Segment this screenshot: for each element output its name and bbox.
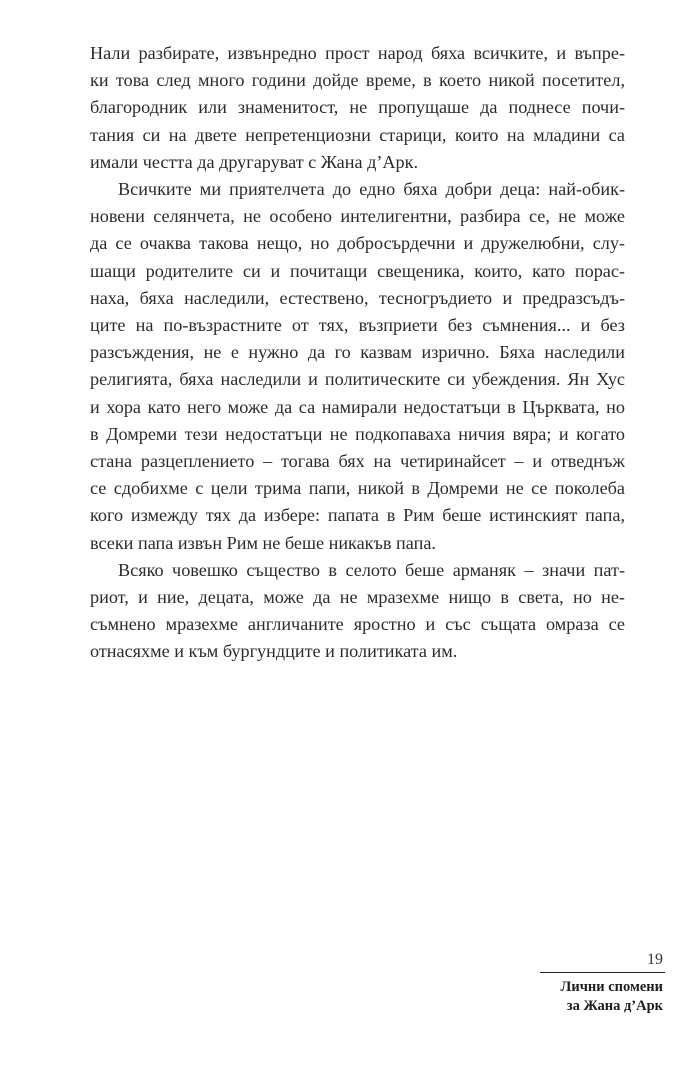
text-line: кого измежду тях да избере: папата в Рим беше истинският папа, [90,505,625,526]
text-line: в Домреми тези недостатъци не подкопаваха ничия вяра; и когато [90,423,625,444]
text-line: ците на по-възрастните от тях, възприети без съмнения... и без [90,315,625,336]
body-text [90,40,625,666]
text-line: новени селянчета, не особено интелигентни, разбира се, не може [90,206,625,227]
text-line: стана разцеплението – тогава бях на четиринайсет – и отведнъж [90,451,625,472]
text-line: да се очаква такова нещо, но добросърдечни и дружелюбни, слу- [90,233,625,254]
text-line: разсъждения, не е нужно да го казвам изрично. Бяха наследили [90,342,625,363]
text-line: съмнено мразехме англичаните яростно и със същата омраза се [90,614,625,635]
text-line: благородник или знаменитост, не пропущаше да поднесе почи- [90,97,625,118]
text-line: всеки папа извън Рим не беше никакъв папа. [90,532,436,553]
text-line: Всичките ми приятелчета до едно бяха добри деца: най-обик- [118,179,625,200]
text-line: ки това след много години дойде време, в което никой посетител, [90,70,625,91]
text-line: отнасяхме и към бургундците и политиката им. [90,641,458,662]
text-line: имали честта да другаруват с Жана д’Арк. [90,151,418,172]
text-line: риот, и ние, децата, може да не мразехме нищо в света, но не- [90,587,625,608]
text-line: и хора като него може да са намирали недостатъци в Църквата, но [90,396,625,417]
text-line: Нали разбирате, извънредно прост народ бяха всичките, и въпре- [90,43,625,63]
text-line: Всяко човешко същество в селото беше арманяк – значи пат- [118,559,625,580]
text-line: религията, бяха наследили и политическите си убеждения. Ян Хус [90,369,625,390]
text-line: шащи родителите си и почитащи свещеника, които, като порас- [90,260,625,281]
running-title-line: за Жана д’Арк [566,998,663,1014]
text-line: наха, бяха наследили, естествено, тесногръдието и предразсъдъ- [90,287,625,308]
text-line: се сдобихме с цели трима папи, никой в Домреми не се поколеба [90,478,625,499]
running-title-line: Лични спомени [560,979,663,995]
footer-rule [540,972,665,973]
page-number: 19 [647,951,663,968]
running-title [561,978,663,1016]
text-line: тания си на двете непретенциозни старици, които на младини са [90,124,625,145]
